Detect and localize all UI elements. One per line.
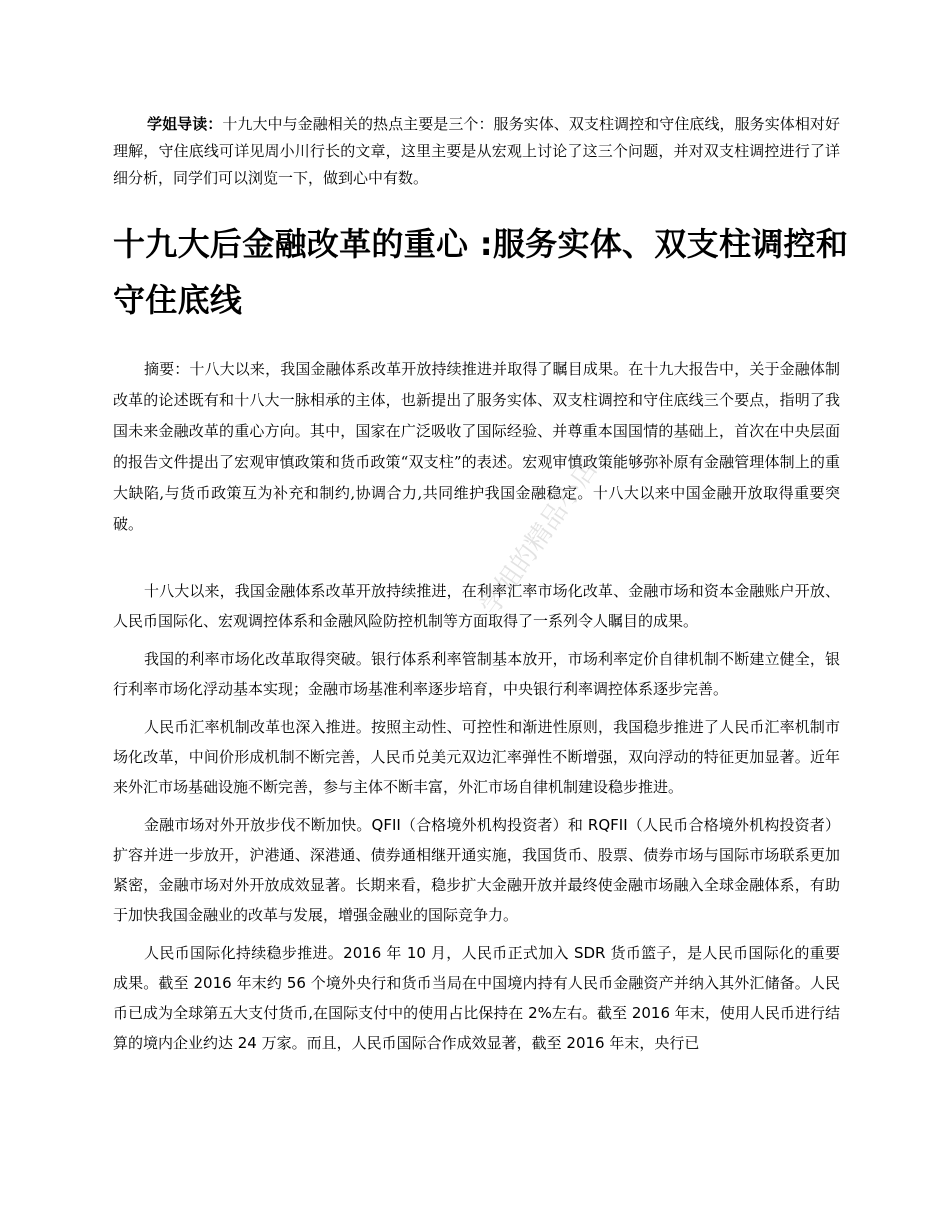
article-title: 十九大后金融改革的重心 :服务实体、双支柱调控和守住底线 bbox=[113, 225, 849, 319]
article-body bbox=[113, 576, 840, 1066]
reading-guide-label: 学姐导读： bbox=[147, 115, 223, 133]
watermark: 学姐的精品小店 bbox=[474, 454, 604, 621]
reading-guide bbox=[113, 111, 840, 192]
body-paragraph: 我国的利率市场化改革取得突破。银行体系利率管制基本放开，市场利率定价自律机制不断建立健全，银行利率市场化浮动基本实现；金融市场基准利率逐步培育，中央银行利率调控体系逐步完善。 bbox=[113, 650, 840, 698]
body-paragraph: 人民币汇率机制改革也深入推进。按照主动性、可控性和渐进性原则，我国稳步推进了人民币汇率机制市场化改革，中间价形成机制不断完善，人民币兑美元双边汇率弹性不断增强，双向浮动的特征更加显著。近年来外汇市场基础设施不断完善，参与主体不断丰富，外汇市场自律机制建设稳步推进。 bbox=[113, 718, 840, 796]
abstract-paragraph: 摘要：十八大以来，我国金融体系改革开放持续推进并取得了瞩目成果。在十九大报告中，关于金融体制改革的论述既有和十八大一脉相承的主体，也新提出了服务实体、双支柱调控和守住底线三个要点，指明了我国未来金融改革的重心方向。其中，国家在广泛吸收了国际经验、并尊重本国国情的基础上，首次在中央层面的报告文件提出了宏观审慎政策和货币政策“双支柱”的表述。宏观审慎政策能够弥补原有金融管理体制上的重大缺陷,与货币政策互为补充和制约,协调合力,共同维护我国金融稳定。十八大以来中国金融开放取得重要突破。 bbox=[113, 360, 840, 533]
body-paragraph: 十八大以来，我国金融体系改革开放持续推进，在利率汇率市场化改革、金融市场和资本金融账户开放、人民币国际化、宏观调控体系和金融风险防控机制等方面取得了一系列令人瞩目的成果。 bbox=[113, 582, 840, 630]
body-paragraph: 人民币国际化持续稳步推进。2016 年 10 月，人民币正式加入 SDR 货币篮子，是人民币国际化的重要成果。截至 2016 年末约 56 个境外央行和货币当局在中国境内持有人民币金融资产并纳入其外汇储备。人民币已成为全球第五大支付货币,在国际支付中的使用占比保持在 2%左右。截至 2016 年末，使用人民币进行结算的境内企业约达 24 万家。而且，人民币国际合作成效显著，截至 2016 年末，央行已 bbox=[113, 944, 840, 1052]
reading-guide-text: 十九大中与金融相关的热点主要是三个：服务实体、双支柱调控和守住底线，服务实体相对好理解，守住底线可详见周小川行长的文章，这里主要是从宏观上讨论了这三个问题，并对双支柱调控进行了详细分析，同学们可以浏览一下，做到心中有数。 bbox=[113, 115, 840, 187]
body-paragraph: 金融市场对外开放步伐不断加快。QFII（合格境外机构投资者）和 RQFII（人民币合格境外机构投资者）扩容并进一步放开，沪港通、深港通、债券通相继开通实施，我国货币、股票、债券市场与国际市场联系更加紧密，金融市场对外开放成效显著。长期来看，稳步扩大金融开放并最终使金融市场融入全球金融体系，有助于加快我国金融业的改革与发展，增强金融业的国际竞争力。 bbox=[113, 816, 840, 924]
